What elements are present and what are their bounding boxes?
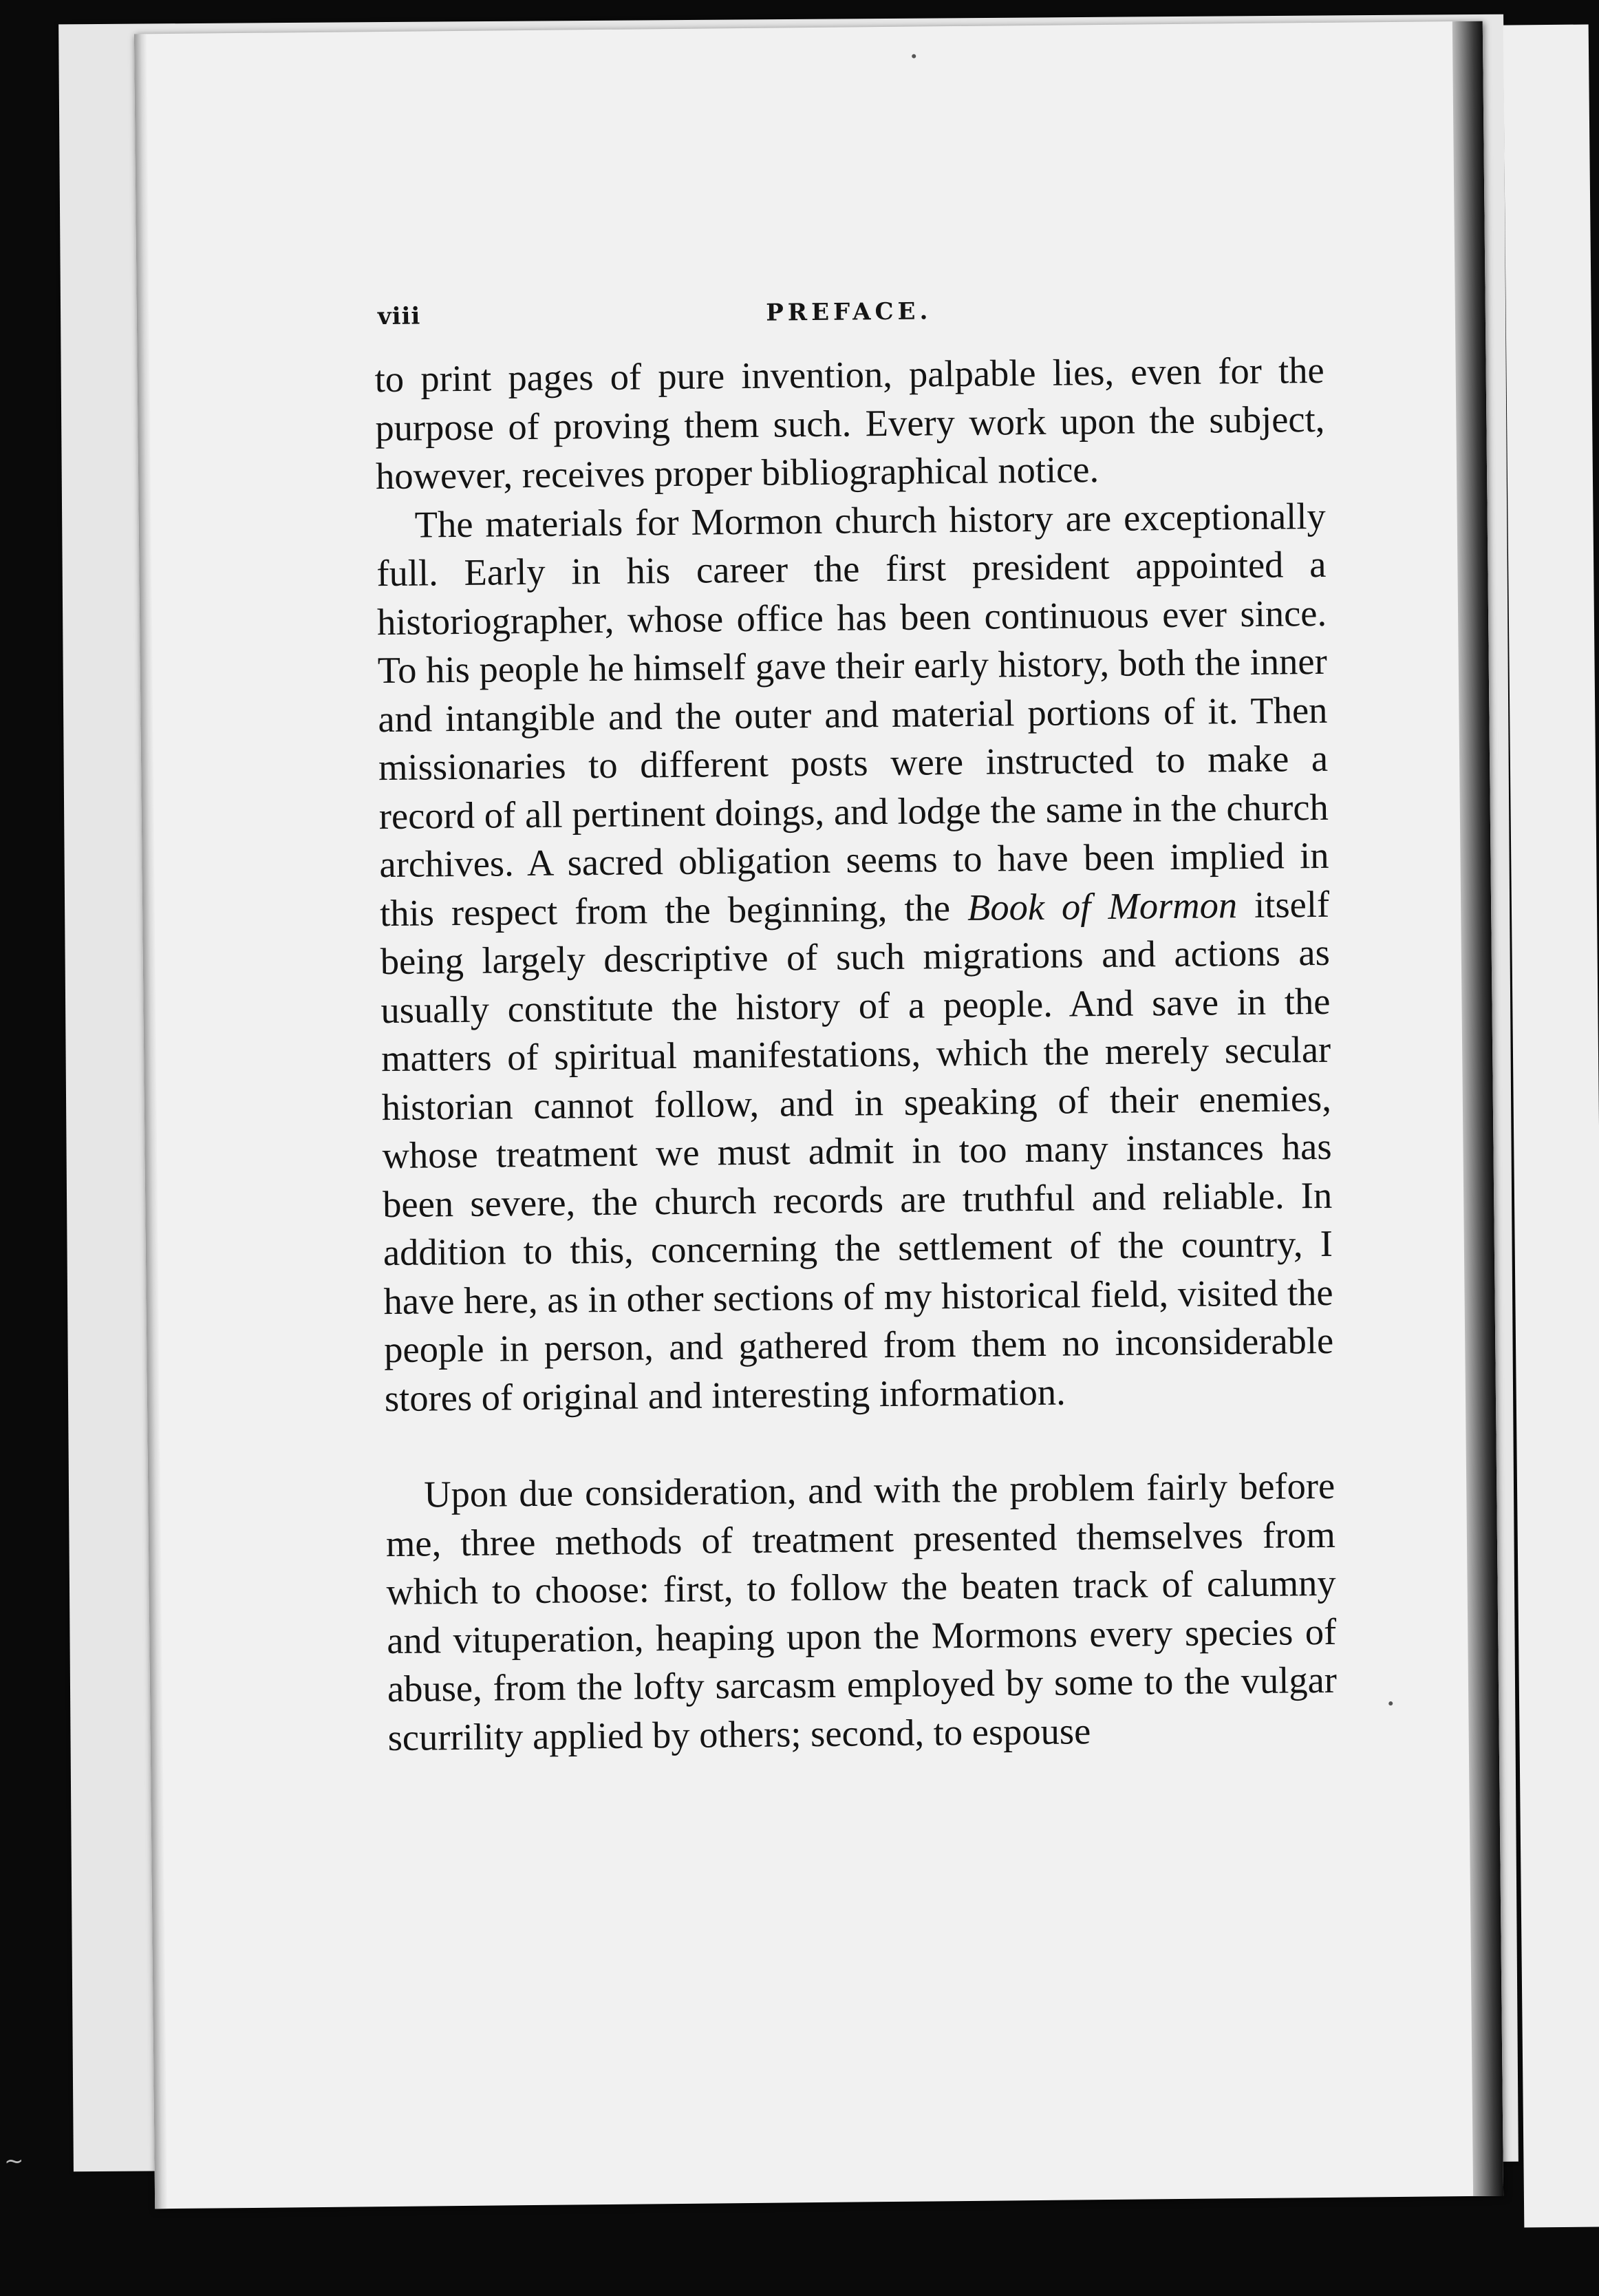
page-header <box>378 294 1321 344</box>
paragraph-text: The materials for Mormon church history are exceptionally full. Early in his career the first president appointed a historiographer, whose office has been continuous ever since. To his people he himself gave their early history, both the inner and intangible and the outer and material portions of it. Then missionaries to different posts were instructed to make a record of all pertinent doings, and lodge the same in the church archives. A sacred obligation seems to have been implied in this respect from the beginning, the <box>376 494 1329 934</box>
facing-page-edge <box>1503 24 1599 2227</box>
running-head: PREFACE. <box>766 297 932 327</box>
paragraph-materials <box>376 491 1334 1423</box>
paragraph-continued: to print pages of pure invention, palpable lies, even for the purpose of proving them such. Every work upon the subject, however, receives proper bibliographical notice. <box>374 348 1325 498</box>
book-page <box>134 21 1503 2209</box>
paragraph-text: itself being largely descriptive of such migrations and actions as usually constitute the history of a people. And save in the matters of spiritual manifestations, which the merely secular historian cannot follow, and in speaking of their enemies, whose treatment we must admit in too many instances has been severe, the church records are truthful and reliable. In addition to this, concerning the settlement of the country, I have here, as in other sections of my historical field, visited the people in person, and gathered from them no inconsiderable stores of original and interesting information. <box>380 882 1334 1419</box>
paragraph-methods: Upon due consideration, and with the problem fairly before me, three methods of treatment presented themselves from which to choose: first, to follow the beaten track of calumny and vituperation, heaping upon the Mormons every species of abuse, from the lofty sarcasm employed by some to the vulgar scurrility applied by others; second, to espouse <box>385 1464 1338 1758</box>
section-break <box>385 1414 1335 1471</box>
paper-speck <box>912 54 916 59</box>
body-text <box>374 346 1338 1762</box>
book-title-italic: Book of Mormon <box>967 883 1238 928</box>
scan-margin-mark: ~ <box>4 2147 24 2175</box>
page-number: viii <box>377 302 421 331</box>
paper-speck <box>1388 1701 1393 1705</box>
